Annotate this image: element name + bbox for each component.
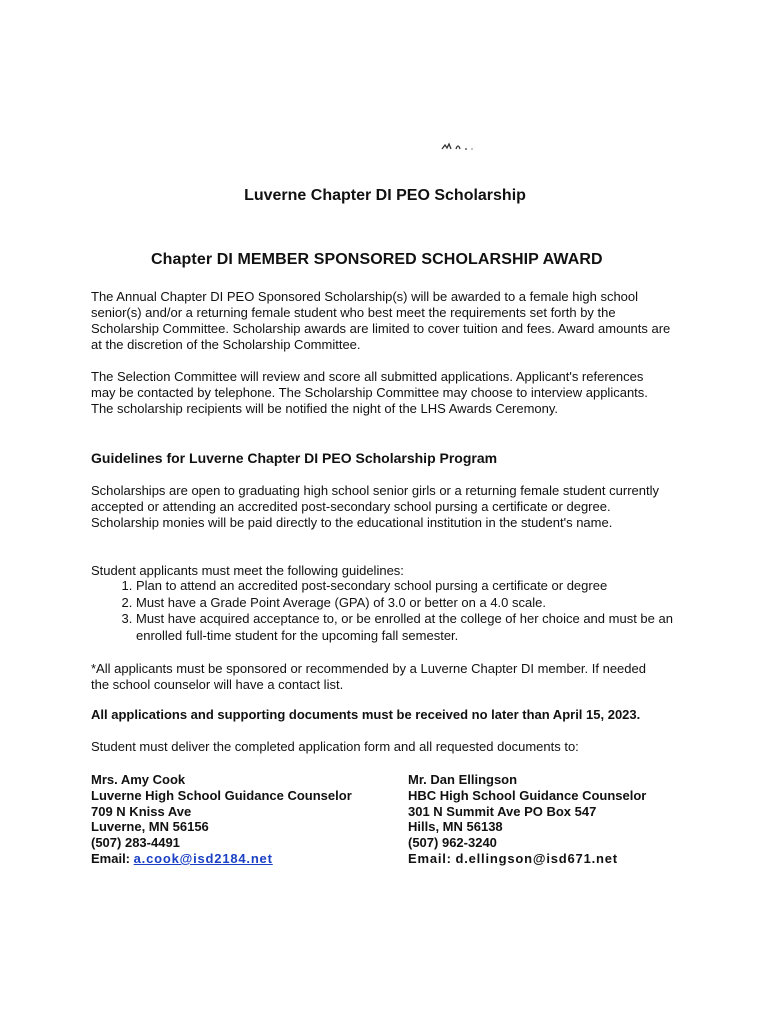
eligibility-paragraph: Scholarships are open to graduating high school senior girls or a returning female student currently accepted or attending an accredited post-secondary school pursing a certificate or degree. Scholarship monies will be paid directly to the educational institution in the student's name. (91, 483, 659, 530)
list-item: 3. Must have acquired acceptance to, or be enrolled at the college of her choice and must be an enrolled full-time student for the upcoming fall semester. (136, 611, 716, 644)
deadline-notice: All applications and supporting documents must be received no later than April 15, 2023. (91, 707, 641, 722)
contact-card-cook (91, 772, 352, 867)
list-item: 2. Must have a Grade Point Average (GPA) of 3.0 or better on a 4.0 scale. (136, 595, 716, 612)
logo-mark-icon (440, 140, 480, 152)
email-address-ellingson: d.ellingson@isd671.net (455, 850, 618, 866)
contact-address: 709 N Kniss Ave (91, 803, 192, 819)
contact-address: 301 N Summit Ave PO Box 547 (408, 803, 597, 819)
email-label: Email: (408, 850, 452, 866)
contact-email-row (408, 851, 646, 867)
guidelines-heading: Guidelines for Luverne Chapter DI PEO Scholarship Program (91, 450, 498, 466)
contact-phone: (507) 283-4491 (91, 835, 180, 851)
document-title: Luverne Chapter DI PEO Scholarship (244, 187, 526, 204)
contact-city: Hills, MN 56138 (408, 819, 503, 835)
guidelines-intro: Student applicants must meet the following guidelines: (91, 563, 404, 578)
contact-name: Mr. Dan Ellingson (408, 772, 518, 787)
document-subtitle: Chapter DI MEMBER SPONSORED SCHOLARSHIP AWARD (151, 251, 603, 268)
selection-paragraph: The Selection Committee will review and score all submitted applications. Applicant's references may be contacted by telephone. The Scholarship Committee may choose to interview applicants. The scholarship recipients will be notified the night of the LHS Awards Ceremony. (91, 369, 648, 416)
contact-title: Luverne High School Guidance Counselor (91, 787, 352, 803)
list-item: 1. Plan to attend an accredited post-secondary school pursing a certificate or degree (136, 578, 716, 595)
contact-name: Mrs. Amy Cook (91, 772, 186, 787)
email-label: Email: (91, 850, 131, 866)
email-link-cook[interactable]: a.cook@isd2184.net (133, 850, 273, 866)
guidelines-list (91, 578, 716, 644)
contact-title: HBC High School Guidance Counselor (408, 787, 647, 803)
contact-city: Luverne, MN 56156 (91, 819, 209, 835)
intro-paragraph: The Annual Chapter DI PEO Sponsored Scholarship(s) will be awarded to a female high school senior(s) and/or a returning female student who best meet the requirements set forth by the Scholarship Committee. Scholarship awards are limited to cover tuition and fees. Award amounts are at the discretion of the Scholarship Committee. (91, 289, 671, 352)
delivery-instruction: Student must deliver the completed application form and all requested documents to: (91, 739, 579, 754)
contact-card-ellingson (408, 772, 646, 867)
sponsor-note: *All applicants must be sponsored or recommended by a Luverne Chapter DI member. If needed the school counselor will have a contact list. (91, 661, 646, 692)
contact-email-row (91, 851, 352, 867)
contact-phone: (507) 962-3240 (408, 835, 497, 851)
